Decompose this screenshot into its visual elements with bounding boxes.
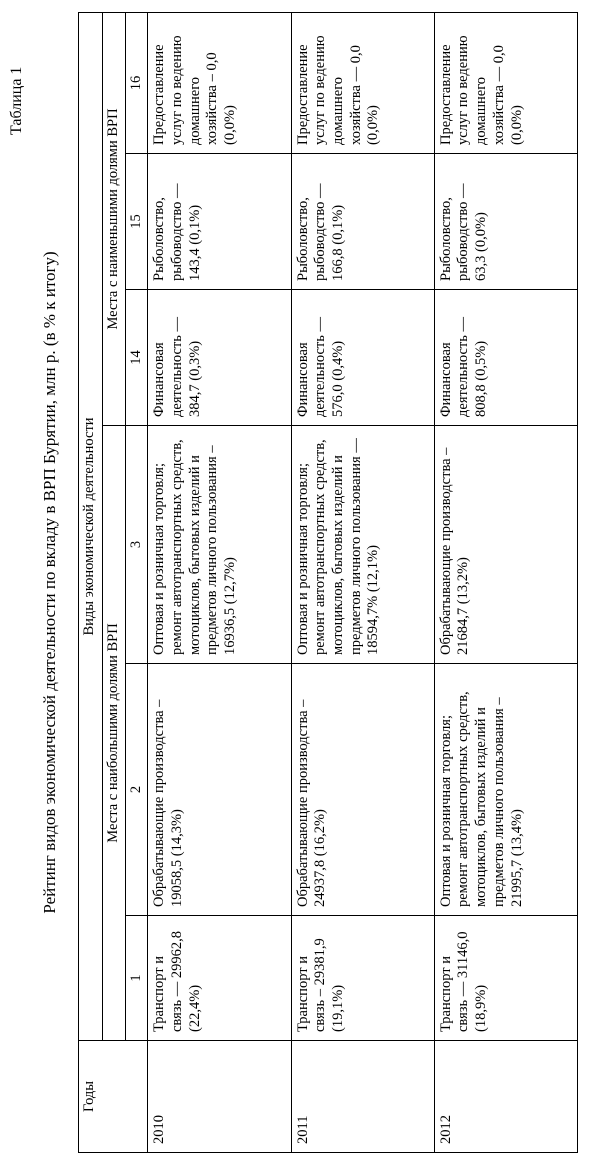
table-cell: Финансовая деятельность — 576,0 (0,4%) <box>291 290 434 426</box>
table-cell: Рыболовство, рыбоводство — 143,4 (0,1%) <box>148 154 291 290</box>
header-years: Годы <box>79 1041 148 1153</box>
table-cell: Предоставление услуг по ведению домашнего хозяйства — 0,0 (0,0%) <box>434 12 577 153</box>
header-rank: 2 <box>125 664 148 916</box>
header-rank: 3 <box>125 426 148 664</box>
table-cell: Рыболовство, рыбоводство — 166,8 (0,1%) <box>291 154 434 290</box>
header-largest-shares: Места с наибольшими долями ВРП <box>103 426 126 1041</box>
header-rank: 16 <box>125 12 148 153</box>
table-cell: Транспорт и связь – 29381,9 (19,1%) <box>291 916 434 1041</box>
header-activities: Виды экономической деятельности <box>79 12 103 1040</box>
table-title: Рейтинг видов экономической деятельности по вкладу в ВРП Бурятии, млн р. (в % к итогу) <box>40 251 59 914</box>
table-cell: Финансовая деятельность — 384,7 (0,3%) <box>148 290 291 426</box>
table-number-label: Таблица 1 <box>8 66 25 135</box>
table-cell: Предоставление услуг по ведению домашнего хозяйства — 0,0 (0,0%) <box>291 12 434 153</box>
header-rank: 15 <box>125 154 148 290</box>
header-smallest-shares: Места с наименьшими долями ВРП <box>103 12 126 425</box>
table-cell: Оптовая и розничная торговля; ремонт автотранспортных средств, мотоциклов, бытовых изделий и предметов личного пользования — 18594,7% (12,1%) <box>291 426 434 664</box>
header-rank: 14 <box>125 290 148 426</box>
table-cell: Оптовая и розничная торговля; ремонт автотранспортных средств, мотоциклов, бытовых изделий и предметов личного пользования – 21995,7 (13,4%) <box>434 664 577 916</box>
table-cell: Предоставление услуг по ведению домашнего хозяйства – 0,0 (0,0%) <box>148 12 291 153</box>
header-rank: 1 <box>125 916 148 1041</box>
table-cell: Оптовая и розничная торговля; ремонт автотранспортных средств, мотоциклов, бытовых изделий и предметов личного пользования –16936,5 (12,7%) <box>148 426 291 664</box>
rating-table <box>78 12 578 1153</box>
table-cell: Обрабатывающие производства –19058,5 (14,3%) <box>148 664 291 916</box>
table-cell: Транспорт и связь — 29962,8 (22,4%) <box>148 916 291 1041</box>
table-cell: Обрабатывающие производства – 21684,7 (13,2%) <box>434 426 577 664</box>
year-cell: 2011 <box>291 1041 434 1153</box>
table-cell: Рыболовство, рыбоводство — 63,3 (0,0%) <box>434 154 577 290</box>
table-row-2012 <box>434 12 577 1152</box>
table-row-2011 <box>291 12 434 1152</box>
table-cell: Обрабатывающие производства – 24937,8 (16,2%) <box>291 664 434 916</box>
year-cell: 2010 <box>148 1041 291 1153</box>
table-row-2010 <box>148 12 291 1152</box>
table-cell: Финансовая деятельность — 808,8 (0,5%) <box>434 290 577 426</box>
year-cell: 2012 <box>434 1041 577 1153</box>
table-cell: Транспорт и связь — 31146,0 (18,9%) <box>434 916 577 1041</box>
